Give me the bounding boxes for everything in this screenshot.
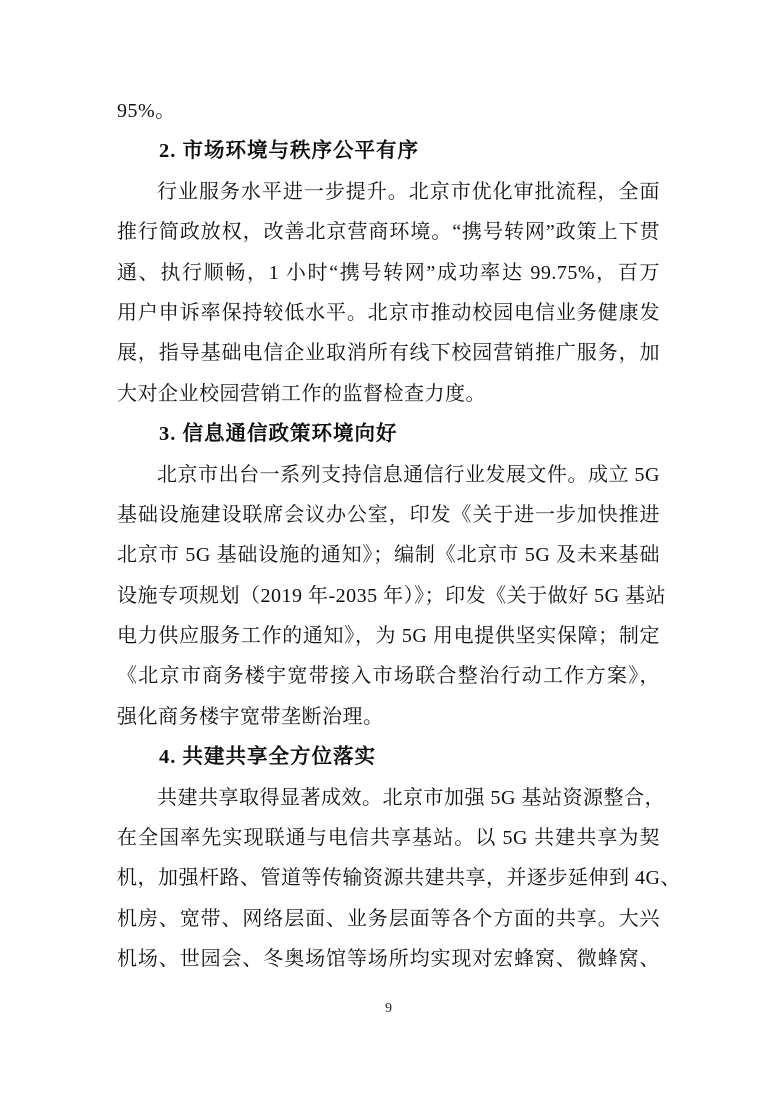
- paragraph-line: 《北京市商务楼宇宽带接入市场联合整治行动工作方案》，: [117, 665, 660, 688]
- paragraph-line: 机场、世园会、冬奥场馆等场所均实现对宏蜂窝、微蜂窝、: [117, 948, 660, 971]
- paragraph-line: 行业服务水平进一步提升。北京市优化审批流程，全面: [157, 180, 660, 203]
- section-heading-4: 4. 共建共享全方位落实: [159, 746, 376, 769]
- paragraph-continuation-line: 95%。: [117, 100, 176, 122]
- page-body-text: [117, 91, 681, 980]
- paragraph-line: 展，指导基础电信企业取消所有线下校园营销推广服务，加: [117, 342, 660, 365]
- section-heading-2: 2. 市场环境与秩序公平有序: [159, 140, 419, 163]
- paragraph-line: 通、执行顺畅，1 小时“携号转网”成功率达 99.75%，百万: [117, 261, 660, 284]
- paragraph-line: 推行简政放权，改善北京营商环境。“携号转网”政策上下贯: [117, 221, 660, 244]
- paragraph-line: 基础设施建设联席会议办公室，印发《关于进一步加快推进: [117, 503, 660, 526]
- section-heading-3: 3. 信息通信政策环境向好: [159, 423, 398, 446]
- paragraph-line: 电力供应服务工作的通知》，为 5G 用电提供坚实保障；制定: [117, 625, 660, 648]
- paragraph-line: 机，加强杆路、管道等传输资源共建共享，并逐步延伸到 4G、: [117, 867, 681, 890]
- paragraph-line: 用户申诉率保持较低水平。北京市推动校园电信业务健康发: [117, 301, 660, 324]
- paragraph-line: 北京市出台一系列支持信息通信行业发展文件。成立 5G: [157, 463, 660, 486]
- paragraph-line: 设施专项规划（2019 年-2035 年）》；印发《关于做好 5G 基站: [117, 584, 667, 607]
- paragraph-line: 大对企业校园营销工作的监督检查力度。: [117, 382, 486, 405]
- page-number: 9: [385, 1001, 392, 1016]
- paragraph-line: 机房、宽带、网络层面、业务层面等各个方面的共享。大兴: [117, 907, 660, 930]
- paragraph-line: 在全国率先实现联通与电信共享基站。以 5G 共建共享为契: [117, 827, 660, 850]
- paragraph-line: 北京市 5G 基础设施的通知》；编制《北京市 5G 及未来基础: [117, 544, 660, 567]
- paragraph-line: 共建共享取得显著成效。北京市加强 5G 基站资源整合，: [157, 786, 665, 809]
- paragraph-line: 强化商务楼宇宽带垄断治理。: [117, 705, 384, 728]
